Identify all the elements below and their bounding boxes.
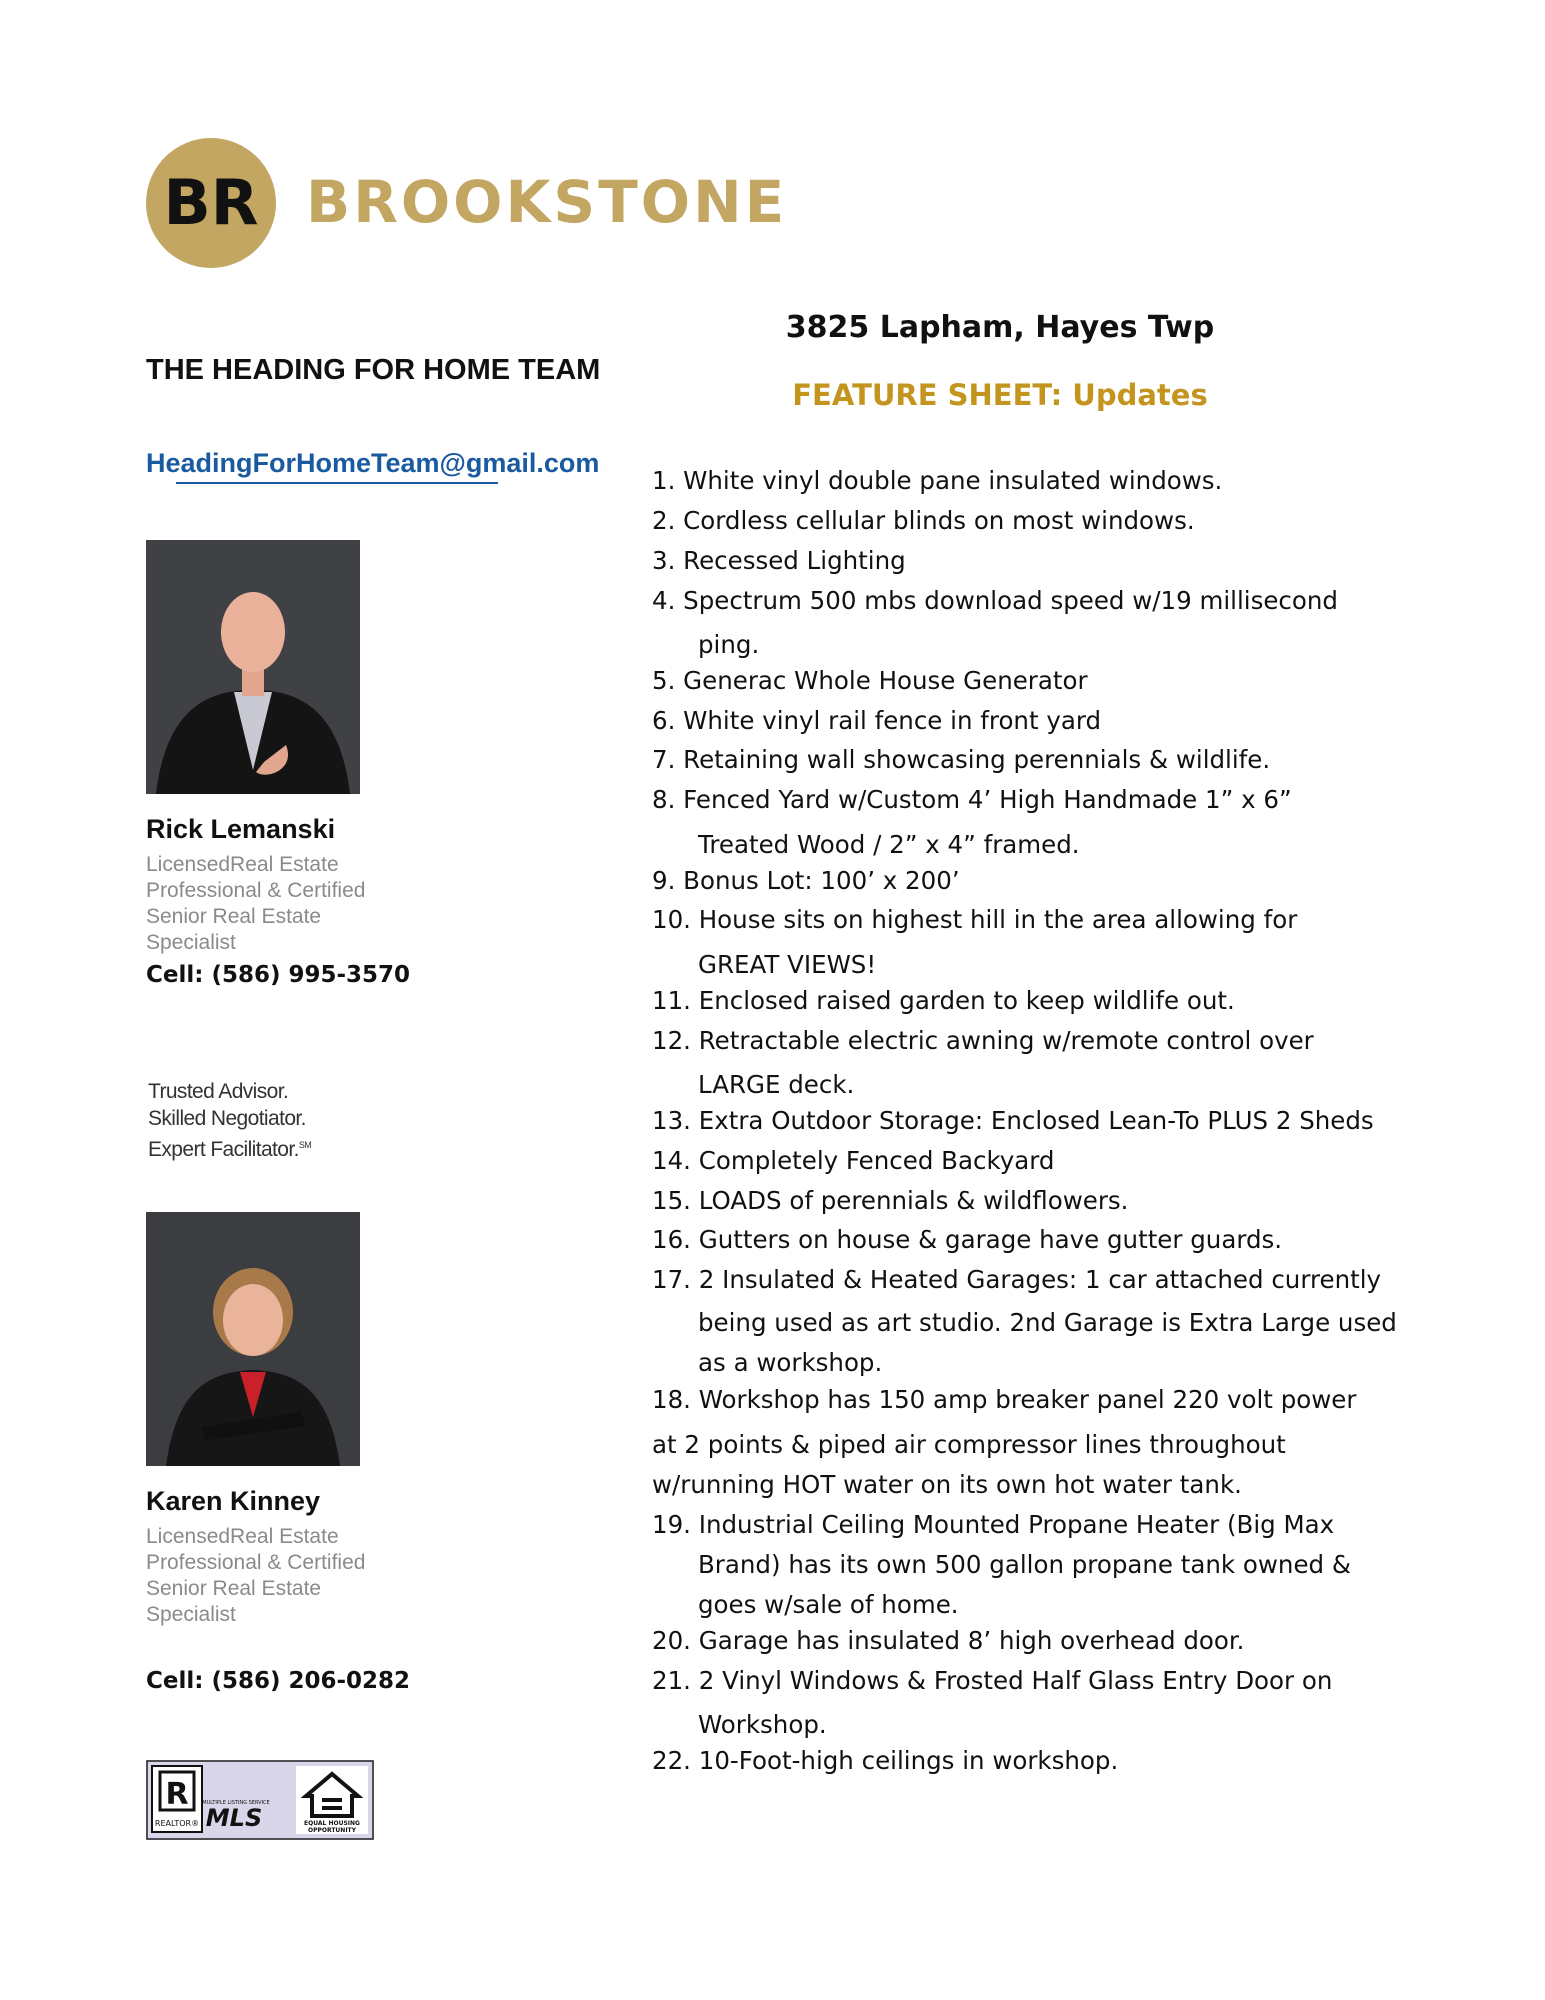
brand-wordmark: BROOKSTONE (306, 168, 788, 236)
feature-line: 6. White vinyl rail fence in front yard (652, 706, 1102, 735)
feature-line: 7. Retaining wall showcasing perennials & wildlife. (652, 745, 1271, 774)
feature-line: 10. House sits on highest hill in the area allowing for (652, 905, 1298, 934)
feature-line: 8. Fenced Yard w/Custom 4’ High Handmade 1” x 6” (652, 785, 1292, 814)
feature-line: 3. Recessed Lighting (652, 546, 906, 575)
svg-text:R: R (165, 1777, 189, 1812)
agent-title-line: Specialist (146, 931, 236, 954)
mls-text: MLS (205, 1804, 263, 1832)
feature-line: 17. 2 Insulated & Heated Garages: 1 car attached currently (652, 1265, 1382, 1294)
feature-line: LARGE deck. (698, 1070, 855, 1099)
feature-line: 15. LOADS of perennials & wildflowers. (652, 1186, 1129, 1215)
feature-line: being used as art studio. 2nd Garage is Extra Large used (698, 1308, 1397, 1337)
property-address: 3825 Lapham, Hayes Twp (785, 310, 1215, 345)
agent-photo-karen (146, 1212, 360, 1466)
feature-line: w/running HOT water on its own hot water tank. (652, 1470, 1242, 1499)
person-icon (146, 1212, 360, 1466)
feature-line: 21. 2 Vinyl Windows & Frosted Half Glass Entry Door on (652, 1666, 1333, 1695)
team-name: THE HEADING FOR HOME TEAM (146, 354, 601, 386)
realtor-text: REALTOR® (154, 1819, 200, 1828)
feature-sheet-title: FEATURE SHEET: Updates (792, 378, 1208, 412)
logo-circle (146, 138, 276, 268)
agent-title-karen (146, 1524, 406, 1628)
feature-line: Workshop. (698, 1710, 827, 1739)
feature-line: 9. Bonus Lot: 100’ x 200’ (652, 866, 960, 895)
agent-title-line: LicensedReal Estate (146, 853, 339, 876)
feature-line: 4. Spectrum 500 mbs download speed w/19 millisecond (652, 586, 1338, 615)
person-icon (146, 540, 360, 794)
tagline-line-3 (148, 1132, 311, 1163)
feature-line: Brand) has its own 500 gallon propane tank owned & (698, 1550, 1351, 1579)
agent-title-rick (146, 852, 406, 956)
feature-line: ping. (698, 630, 760, 659)
feature-line: 22. 10-Foot-high ceilings in workshop. (652, 1746, 1119, 1775)
feature-line: 20. Garage has insulated 8’ high overhead door. (652, 1626, 1245, 1655)
agent-title-line: Professional & Certified (146, 879, 366, 902)
equal-housing-line-1: EQUAL HOUSING (304, 1820, 360, 1827)
agent-title-line: Professional & Certified (146, 1551, 366, 1574)
agent-title-line: Senior Real Estate (146, 1577, 322, 1600)
feature-line: 14. Completely Fenced Backyard (652, 1146, 1055, 1175)
agent-title-line: Senior Real Estate (146, 905, 322, 928)
agent-cell-karen: Cell: (586) 206-0282 (146, 1668, 411, 1694)
feature-line: 2. Cordless cellular blinds on most windows. (652, 506, 1195, 535)
feature-line: GREAT VIEWS! (698, 950, 877, 979)
agent-name-karen: Karen Kinney (146, 1486, 321, 1516)
equal-housing-line-2: OPPORTUNITY (307, 1827, 357, 1834)
badges-icon (146, 1760, 374, 1840)
agent-title-line: LicensedReal Estate (146, 1525, 339, 1548)
mls-caption: MULTIPLE LISTING SERVICE (202, 1800, 270, 1806)
tagline (148, 1078, 311, 1163)
feature-line: 11. Enclosed raised garden to keep wildlife out. (652, 986, 1235, 1015)
service-mark: SM (298, 1140, 312, 1150)
monogram-icon (146, 138, 276, 268)
feature-line: as a workshop. (698, 1348, 883, 1377)
feature-line: 5. Generac Whole House Generator (652, 666, 1088, 695)
agent-title-line: Specialist (146, 1603, 236, 1626)
feature-line: 13. Extra Outdoor Storage: Enclosed Lean-To PLUS 2 Sheds (652, 1106, 1374, 1135)
tagline-line-3-text: Expert Facilitator. (148, 1138, 299, 1161)
feature-line: 1. White vinyl double pane insulated windows. (652, 466, 1223, 495)
agent-photo-rick (146, 540, 360, 794)
feature-line: at 2 points & piped air compressor lines throughout (652, 1430, 1286, 1459)
agent-name-rick: Rick Lemanski (146, 814, 336, 844)
feature-line: Treated Wood / 2” x 4” framed. (698, 830, 1080, 859)
email-underline (176, 482, 498, 484)
feature-line: 16. Gutters on house & garage have gutter guards. (652, 1225, 1283, 1254)
email-link[interactable]: HeadingForHomeTeam@gmail.com (146, 448, 600, 478)
monogram-text: BR (163, 166, 259, 239)
feature-line: goes w/sale of home. (698, 1590, 959, 1619)
realtor-mls-equal-housing-badges (146, 1760, 374, 1840)
feature-line: 19. Industrial Ceiling Mounted Propane Heater (Big Max (652, 1510, 1335, 1539)
tagline-line-1: Trusted Advisor. (148, 1080, 289, 1103)
feature-line: 12. Retractable electric awning w/remote control over (652, 1026, 1314, 1055)
agent-cell-rick: Cell: (586) 995-3570 (146, 962, 411, 988)
tagline-line-2: Skilled Negotiator. (148, 1107, 306, 1130)
brookstone-logo (146, 138, 786, 268)
feature-line: 18. Workshop has 150 amp breaker panel 220 volt power (652, 1385, 1357, 1414)
